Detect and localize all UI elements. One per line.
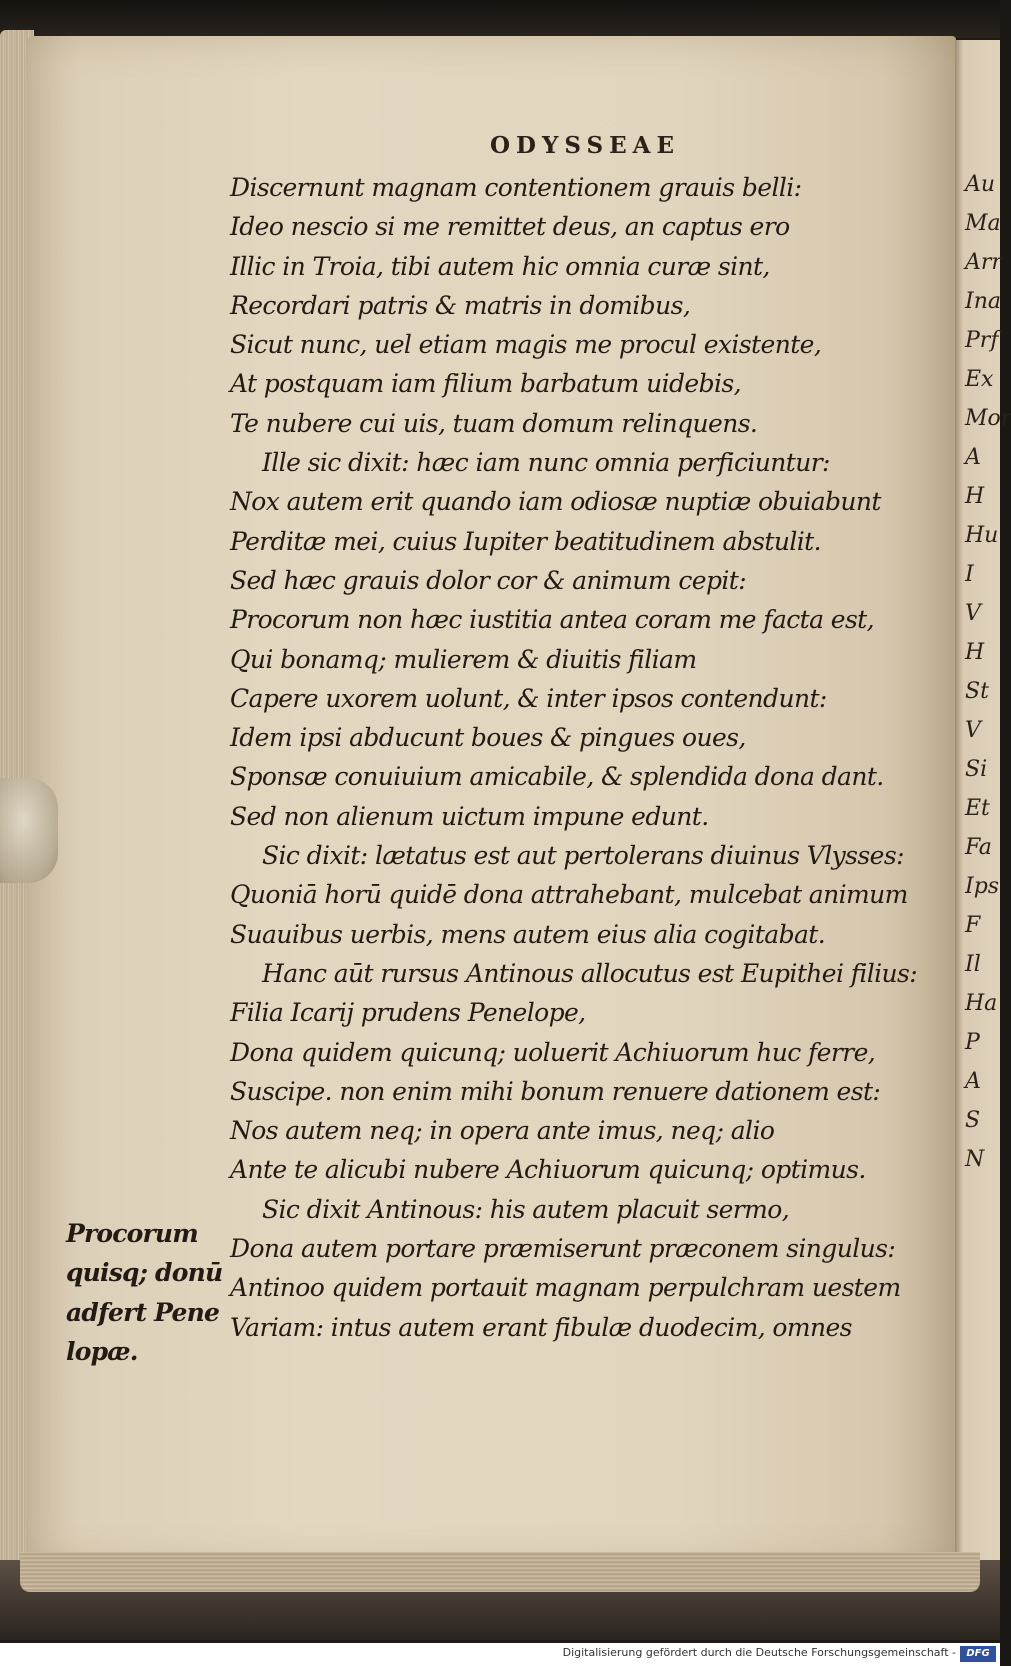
text-line: Sicut nunc, uel etiam magis me procul existente, <box>230 330 822 360</box>
facing-page-fragment: A <box>965 445 981 470</box>
marginal-note-line: quisq; donū <box>66 1258 223 1288</box>
facing-page-fragment: Si <box>965 757 988 782</box>
facing-page-fragment: Ha <box>965 991 998 1016</box>
text-line: Sponsæ conuiuium amicabile, & splendida dona dant. <box>230 762 884 792</box>
text-line: Hanc aūt rursus Antinous allocutus est Eupithei filius: <box>262 958 918 988</box>
text-line: Antinoo quidem portauit magnam perpulchram uestem <box>230 1273 901 1303</box>
facing-page-fragment: Mor <box>965 406 1011 431</box>
text-line: Suscipe. non enim mihi bonum renuere dationem est: <box>230 1076 881 1106</box>
text-line: Illic in Troia, tibi autem hic omnia curæ sint, <box>230 251 770 281</box>
running-head: ODYSSEAE <box>490 132 681 159</box>
text-line: Procorum non hæc iustitia antea coram me facta est, <box>230 605 874 635</box>
text-line: Idem ipsi abducunt boues & pingues oues, <box>230 723 746 753</box>
facing-page-fragment: Ips <box>965 874 1000 899</box>
facing-page-fragment: H <box>965 640 985 665</box>
facing-page-fragment: V <box>965 718 981 743</box>
facing-page-fragment: H <box>965 484 985 509</box>
facing-page-fragment: F <box>965 913 981 938</box>
facing-page-fragment: Ma <box>965 211 1001 236</box>
text-line: Quoniā horū quidē dona attrahebant, mulcebat animum <box>230 880 908 910</box>
text-line: Nos autem neq; in opera ante imus, neq; alio <box>230 1116 775 1146</box>
marginal-note-line: Procorum <box>66 1219 198 1248</box>
facing-page-fragment: Ina <box>965 289 1001 314</box>
text-line: Te nubere cui uis, tuam domum relinquens. <box>230 408 758 438</box>
text-line: Sed hæc grauis dolor cor & animum cepit: <box>230 565 747 595</box>
text-line: Ideo nescio si me remittet deus, an captus ero <box>230 212 790 242</box>
text-line: Variam: intus autem erant fibulæ duodecim, omnes <box>230 1312 852 1342</box>
funding-notice: Digitalisierung gefördert durch die Deutsche Forschungsgemeinschaft - <box>562 1646 956 1659</box>
text-line: Nox autem erit quando iam odiosæ nuptiæ obuiabunt <box>230 487 881 517</box>
book-clasp <box>0 778 58 883</box>
marginal-note-line: adfert Pene <box>66 1297 220 1327</box>
facing-page-fragment: Arr <box>965 250 1002 275</box>
facing-page-fragment: Au <box>965 172 996 197</box>
marginal-note-line: lopæ. <box>66 1336 138 1366</box>
text-line: Ille sic dixit: hæc iam nunc omnia perficiuntur: <box>262 448 830 478</box>
page-edges-bottom <box>20 1552 980 1592</box>
facing-page-fragment: Ex <box>965 367 994 392</box>
marginal-note <box>66 1214 236 1371</box>
verse-text-block <box>230 168 930 1347</box>
facing-page-fragment: Hu <box>965 523 999 548</box>
dfg-logo: DFG <box>960 1646 996 1662</box>
facing-page-fragment: S <box>965 1108 981 1133</box>
facing-page-fragment: St <box>965 679 989 704</box>
text-line: Filia Icarij prudens Penelope, <box>230 998 586 1028</box>
text-line: Sic dixit: lætatus est aut pertolerans diuinus Vlysses: <box>262 841 904 871</box>
facing-page-fragment: V <box>965 601 981 626</box>
facing-page-text <box>965 165 1011 1179</box>
text-line: Ante te alicubi nubere Achiuorum quicunq; optimus. <box>230 1155 866 1185</box>
facing-page-fragment: Il <box>965 952 981 977</box>
text-line: Suauibus uerbis, mens autem eius alia cogitabat. <box>230 919 826 949</box>
text-line: Sic dixit Antinous: his autem placuit sermo, <box>262 1194 790 1224</box>
facing-page-fragment: P <box>965 1030 980 1055</box>
text-line: Dona autem portare præmiserunt præconem singulus: <box>230 1234 896 1264</box>
facing-page-fragment: I <box>965 562 974 587</box>
text-line: Dona quidem quicunq; uoluerit Achiuorum huc ferre, <box>230 1037 876 1067</box>
text-line: Recordari patris & matris in domibus, <box>230 290 691 320</box>
facing-page-fragment: Fa <box>965 835 992 860</box>
text-line: Sed non alienum uictum impune edunt. <box>230 801 709 831</box>
footer-bar <box>0 1643 1000 1666</box>
facing-page-fragment: Prf <box>965 328 999 353</box>
facing-page-fragment: Et <box>965 796 990 821</box>
facing-page-fragment: A <box>965 1069 981 1094</box>
scan-top-border <box>0 0 1000 38</box>
facing-page-fragment: N <box>965 1147 985 1172</box>
text-line: Discernunt magnam contentionem grauis belli: <box>230 173 802 202</box>
text-line: Capere uxorem uolunt, & inter ipsos contendunt: <box>230 683 827 713</box>
text-line: At postquam iam filium barbatum uidebis, <box>230 369 741 399</box>
text-line: Qui bonamq; mulierem & diuitis filiam <box>230 644 697 674</box>
text-line: Perditæ mei, cuius Iupiter beatitudinem abstulit. <box>230 526 821 556</box>
